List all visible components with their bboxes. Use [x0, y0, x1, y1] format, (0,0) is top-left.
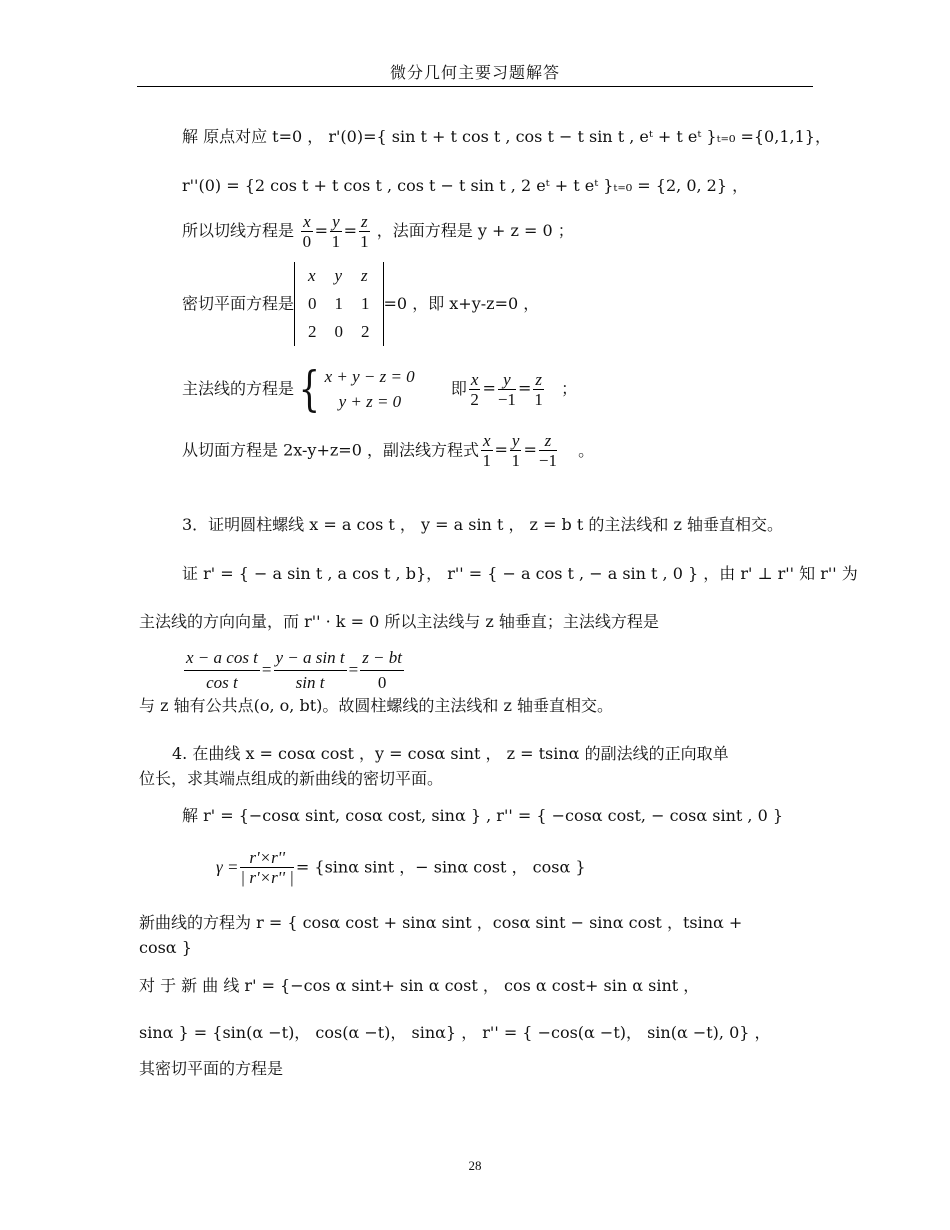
solution-line-2: r''(0) = {2 cos t + t cos t , cos t − t sin t , 2 eᵗ + t eᵗ }ₜ₌₀ = {2, 0, 2} ， [182, 176, 749, 195]
namely-text: 即 [450, 379, 467, 398]
page-header: 微分几何主要习题解答 [389, 63, 560, 82]
fraction: $\frac{\text{x − a cos t}}{\text{cos t}}$ [186, 648, 258, 692]
problem-4-statement-line-1: 4. 在曲线 x = cosα cost ，y = cosα sint ， z = tsinα 的副法线的正向取单 [172, 744, 729, 763]
new-curve-equation-line-1: 新曲线的方程为 r = { cosα cost + sinα sint ，cosα sint − sinα cost ，tsinα + [139, 913, 743, 932]
fraction: $\frac{y}{-1}$ [497, 369, 516, 409]
problem-3-proof-line-2: 主法线的方向向量，而 r'' · k = 0 所以主法线与 z 轴垂直；主法线方程是 [139, 612, 659, 631]
page-number: 28 [468, 1158, 482, 1173]
header-rule [137, 86, 813, 87]
osculating-plane-prompt: 其密切平面的方程是 [139, 1059, 284, 1078]
gamma-equation [216, 848, 586, 887]
equation-system: x + y − z = 0 y + z = 0 [324, 367, 415, 411]
principal-normal-equation: 主法线的方程是{ x + y − z = 0 y + z = 0 即 $\frac{x}{2}$ = $\frac{y}{-1}$ = $\frac{z}{1}$ ； [182, 361, 578, 417]
new-curve-equation-line-2: cosα } [139, 938, 192, 957]
problem-3-statement: 3．证明圆柱螺线 x = a cos t ， y = a sin t ， z = b t 的主法线和 z 轴垂直相交。 [182, 515, 784, 534]
period: 。 [578, 440, 595, 460]
helix-normal-equation: $\frac{\text{x − a cos t}}{\text{cos t}}$ = $\frac{\text{y − a sin t}}{\text{sin t}}$ = $\frac{z - bt}{0}$ [182, 646, 406, 695]
left-brace: { [298, 361, 320, 417]
tangent-line-equation: 所以切线方程是 $\frac{x}{0}$ = $\frac{y}{1}$ = $\frac{z}{1}$ ，法面方程是 y + z = 0 ； [182, 212, 574, 251]
fraction: $\frac{x}{1}$ [482, 431, 491, 470]
osculating-plane-equation [182, 262, 539, 346]
problem-3-conclusion: 与 z 轴有公共点(o, o, bt)。故圆柱螺线的主法线和 z 轴垂直相交。 [139, 696, 613, 715]
fraction: $\frac{r'\times r''}{| r'\times r'' |}$ [240, 848, 294, 887]
fraction: $\frac{z - bt}{0}$ [362, 648, 402, 692]
fraction: $\frac{x}{2}$ [470, 369, 479, 409]
fraction: $\frac{z}{1}$ [360, 212, 369, 251]
binormal-label: 从切面方程是 2x-y+z=0 ，副法线方程式 [182, 440, 479, 460]
osculating-result: =0 ，即 x+y-z=0 ， [383, 294, 540, 313]
gamma-lhs: γ = [216, 857, 239, 877]
fraction: $\frac{y}{1}$ [331, 212, 341, 251]
new-curve-derivative-line-1: 对 于 新 曲 线 r' = {−cos α sint+ sin α cost ， cos α cost+ sin α sint ， [139, 976, 700, 995]
problem-3-proof-line-1: 证 r' = { − a sin t , a cos t , b}， r'' = { − a cos t , − a sin t , 0 } ，由 r' ⊥ r'' 知 r'' 为 [182, 564, 858, 583]
fraction: $\frac{\text{y − a sin t}}{\text{sin t}}$ [275, 648, 345, 692]
fraction: $\frac{z}{1}$ [534, 369, 543, 409]
problem-4-solution-line-1: 解 r' = {−cosα sint, cosα cost, sinα } , r'' = { −cosα cost, − cosα sint , 0 } [182, 806, 784, 825]
determinant: x y z 0 1 1 2 0 2 [294, 262, 384, 346]
fraction: $\frac{x}{0}$ [302, 212, 312, 251]
principal-normal-label: 主法线的方程是 [182, 379, 295, 398]
solution-line-1: 解 原点对应 t=0 ， r'(0)={ sin t + t cos t , cos t − t sin t , eᵗ + t eᵗ }ₜ₌₀ ={0,1,1}， [182, 127, 831, 146]
problem-4-statement-line-2: 位长，求其端点组成的新曲线的密切平面。 [139, 769, 444, 788]
tangent-label: 所以切线方程是 [182, 221, 295, 240]
gamma-value: = {sinα sint ，− sinα cost ， cosα } [295, 857, 586, 877]
osculating-label: 密切平面方程是 [182, 294, 295, 313]
binormal-equation: 从切面方程是 2x-y+z=0 ，副法线方程式 $\frac{x}{1}$ = $\frac{y}{1}$ = $\frac{z}{-1}$ 。 [182, 431, 595, 470]
fraction: $\frac{y}{1}$ [511, 431, 520, 470]
semicolon: ； [561, 379, 578, 398]
normal-plane-text: ，法面方程是 y + z = 0 ； [376, 221, 574, 240]
new-curve-derivative-line-2: sinα } = {sin(α −t)， cos(α −t)， sinα} ， r'' = { −cos(α −t)， sin(α −t), 0} ， [139, 1023, 771, 1042]
fraction: $\frac{z}{-1}$ [538, 431, 557, 470]
